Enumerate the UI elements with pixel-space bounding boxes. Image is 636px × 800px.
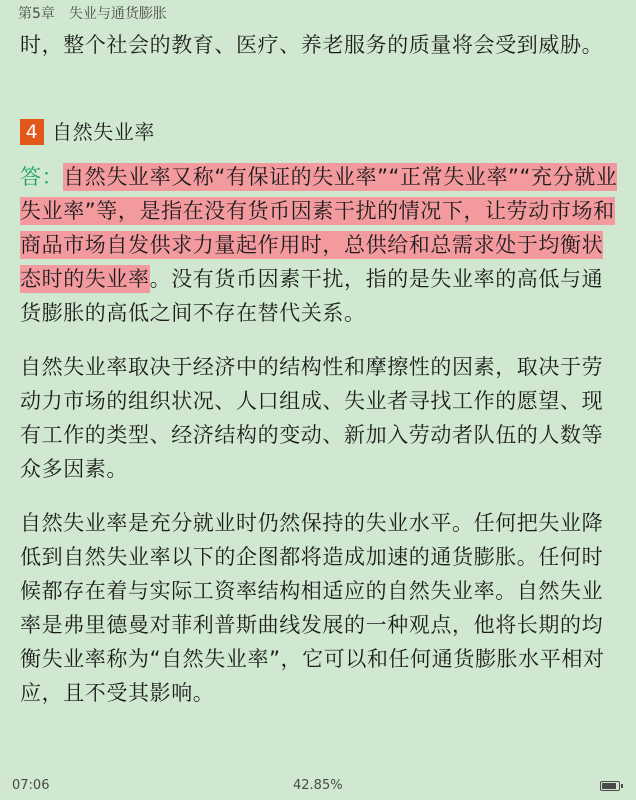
clock: 07:06 <box>12 778 50 793</box>
chapter-header <box>18 3 167 23</box>
reading-content <box>20 28 620 710</box>
section-heading <box>20 116 620 148</box>
paragraph-friedman: 自然失业率是充分就业时仍然保持的失业水平。任何把失业降低到自然失业率以下的企图都将造成加速的通货膨胀。任何时候都存在着与实际工资率结构相适应的自然失业率。自然失业率是弗里德曼对菲利普斯曲线发展的一种观点，他将长期的均衡失业率称为“自然失业率”，它可以和任何通货膨胀水平相对应，且不受其影响。 <box>20 511 605 705</box>
highlighted-definition[interactable]: 自然失业率又称“有保证的失业率”“正常失业率”“充分就业失业率”等，是指在没有货币因素干扰的情况下，让劳动市场和商品市场自发供求力量起作用时，总供给和总需求处于均衡状态时的失业率 <box>20 165 618 291</box>
chapter-number: 第5章 <box>18 6 55 22</box>
answer-label: 答： <box>20 165 64 189</box>
battery-level <box>602 783 616 789</box>
intro-continuation: 时，整个社会的教育、医疗、养老服务的质量将会受到威胁。 <box>20 33 604 57</box>
section-title: 自然失业率 <box>52 120 155 144</box>
battery-icon <box>600 781 620 791</box>
reading-progress: 42.85% <box>293 778 343 793</box>
status-footer <box>0 778 636 796</box>
paragraph-determinants: 自然失业率取决于经济中的结构性和摩擦性的因素，取决于劳动力市场的组织状况、人口组成、失业者寻找工作的愿望、现有工作的类型、经济结构的变动、新加入劳动者队伍的人数等众多因素。 <box>20 355 604 481</box>
section-number-badge: 4 <box>20 119 44 145</box>
answer-rest: 。没有货币因素干扰，指的是失业率的高低与通货膨胀的高低之间不存在替代关系。 <box>20 267 604 325</box>
chapter-title: 失业与通货膨胀 <box>68 6 167 22</box>
answer-paragraph <box>20 160 620 330</box>
